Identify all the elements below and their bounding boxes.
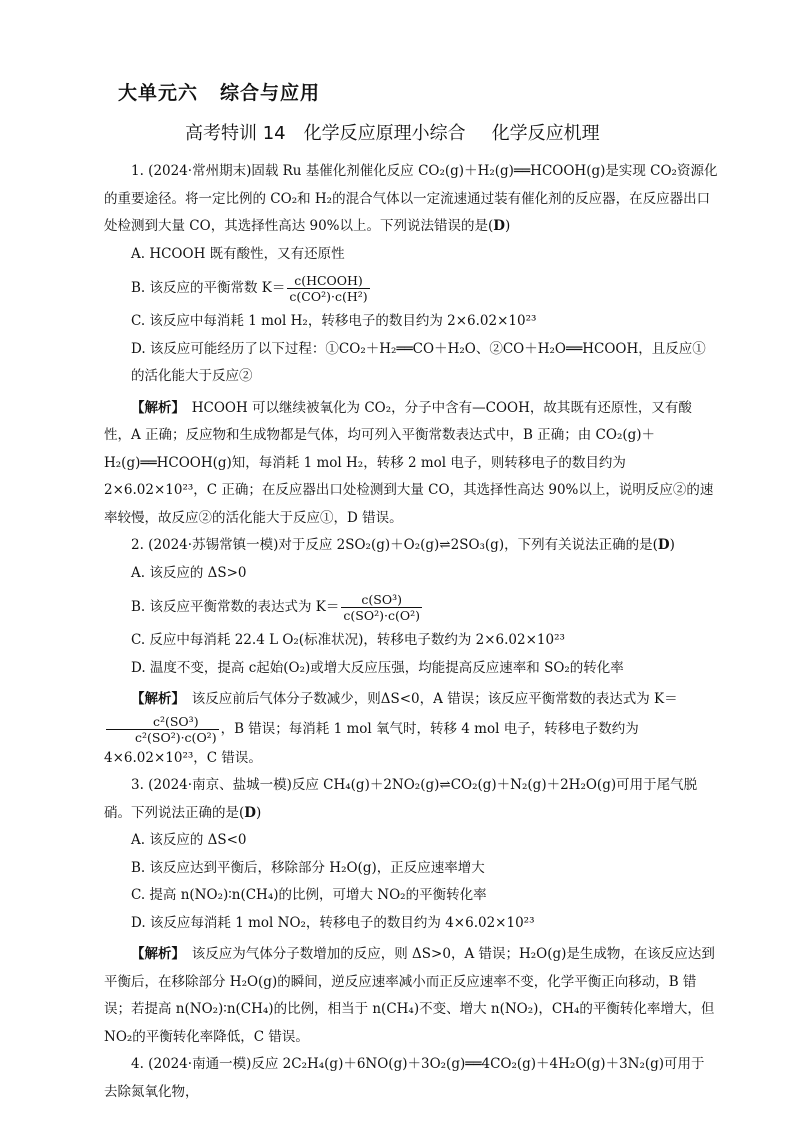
question-3-stem: 3. (2024·南京、盐城一模)反应 CH₄(g)＋2NO₂(g)⇌CO₂(g)＋N₂(g)＋2H₂O(g)可用于尾气脱硝。下列说法正确的是(D) — [104, 777, 698, 821]
q2-option-b-fraction: $\frac{\text{c(SO³)}}{\text{c(SO²)·c(O²)}}$ — [343, 592, 420, 623]
q1-option-b-fraction: $\frac{\text{c(HCOOH)}}{\text{c(CO²)·c(H²)}}$ — [289, 273, 368, 304]
section-title-topic: 化学反应机理 — [491, 123, 600, 144]
q1-option-d: D. 该反应可能经历了以下过程：①CO₂＋H₂══CO＋H₂O、②CO＋H₂O══HCOOH，且反应①的活化能大于反应② — [131, 340, 706, 384]
analysis-tag: 【解析】 — [131, 946, 179, 962]
q2-analysis: 【解析】 该反应前后气体分子数减少，则ΔS<0，A 错误；该反应平衡常数的表达式为 K＝ $\frac{\text{c²(SO³)}}{\text{c²(SO²)·c(O²)}}$ ，B 错误；每消耗 1 mol 氧气时，转移 4 mol 电子，转移电子数约为 4×6.02×10²³，C 错误。 — [104, 691, 678, 766]
q1-option-c: C. 该反应中每消耗 1 mol H₂，转移电子的数目约为 2×6.02×10²³ — [131, 313, 537, 329]
q1-analysis: 【解析】 HCOOH 可以继续被氧化为 CO₂，分子中含有—COOH，故其既有还原性，又有酸性，A 正确；反应物和生成物都是气体，均可列入平衡常数表达式中，B 正确；由 CO₂(g)＋H₂(g)══HCOOH(g)知，每消耗 1 mol H₂，转移 2 mol 电子，则转移电子的数目约为 2×6.02×10²³，C 正确；在反应器出口处检测到大量 CO，其选择性高达 90%以上，说明反应②的速率较慢，故反应②的活化能大于反应①，D 错误。 — [104, 399, 714, 526]
section-title-main: 高考特训 14 化学反应原理小综合 — [185, 123, 466, 144]
answer-1: D — [493, 218, 505, 234]
q3-option-a: A. 该反应的 ΔS<0 — [131, 832, 247, 848]
analysis-tag: 【解析】 — [131, 399, 179, 416]
q3-option-c: C. 提高 n(NO₂)∶n(CH₄)的比例，可增大 NO₂的平衡转化率 — [131, 887, 487, 903]
question-2-stem: 2. (2024·苏锡常镇一模)对于反应 2SO₂(g)＋O₂(g)⇌2SO₃(g)，下列有关说法正确的是(D) — [131, 537, 675, 553]
q1-option-b: B. 该反应的平衡常数 K＝ $\frac{\text{c(HCOOH)}}{\text{c(CO²)·c(H²)}}$ — [131, 273, 368, 304]
q2-analysis-fraction: $\frac{\text{c²(SO³)}}{\text{c²(SO²)·c(O²)}}$ — [106, 714, 219, 745]
unit-title — [118, 78, 342, 105]
q3-analysis: 【解析】 该反应为气体分子数增加的反应，则 ΔS>0，A 错误；H₂O(g)是生成物，在该反应达到平衡后，在移除部分 H₂O(g)的瞬间，逆反应速率减小而正反应速率不变，化学平衡正向移动，B 错误；若提高 n(NO₂)∶n(CH₄)的比例，相当于 n(CH₄)不变、增大 n(NO₂)，CH₄的平衡转化率增大，但 NO₂的平衡转化率降低，C 错误。 — [104, 946, 715, 1045]
analysis-tag: 【解析】 — [131, 691, 179, 707]
q2-option-d: D. 温度不变，提高 c起始(O₂)或增大反应压强，均能提高反应速率和 SO₂的转化率 — [131, 659, 624, 676]
q3-option-d: D. 该反应每消耗 1 mol NO₂，转移电子的数目约为 4×6.02×10²³ — [131, 914, 535, 931]
q2-option-a: A. 该反应的 ΔS>0 — [131, 564, 247, 581]
q1-option-a: A. HCOOH 既有酸性，又有还原性 — [131, 245, 345, 262]
section-title — [185, 119, 626, 145]
question-1-stem: 1. (2024·常州期末)固载 Ru 基催化剂催化反应 CO₂(g)＋H₂(g)══HCOOH(g)是实现 CO₂资源化的重要途径。将一定比例的 CO₂和 H₂的混合气体以一定流速通过装有催化剂的反应器，在反应器出口处检测到大量 CO，其选择性高达 90%以上。下列说法错误的是(D) — [104, 163, 718, 234]
unit-theme: 综合与应用 — [220, 82, 321, 104]
unit-name: 大单元六 — [118, 82, 199, 104]
q3-option-b: B. 该反应达到平衡后，移除部分 H₂O(g)，正反应速率增大 — [131, 859, 485, 876]
document-body — [104, 158, 718, 1106]
answer-2: D — [657, 537, 670, 553]
question-4-stem: 4. (2024·南通一模)反应 2C₂H₄(g)＋6NO(g)＋3O₂(g)══4CO₂(g)＋4H₂O(g)＋3N₂(g)可用于去除氮氧化物， — [104, 1056, 705, 1100]
q2-option-c: C. 反应中每消耗 22.4 L O₂(标准状况)，转移电子数约为 2×6.02×10²³ — [131, 632, 565, 648]
answer-3: D — [244, 804, 256, 821]
q2-option-b: B. 该反应平衡常数的表达式为 K＝ $\frac{\text{c(SO³)}}{\text{c(SO²)·c(O²)}}$ — [131, 592, 420, 623]
